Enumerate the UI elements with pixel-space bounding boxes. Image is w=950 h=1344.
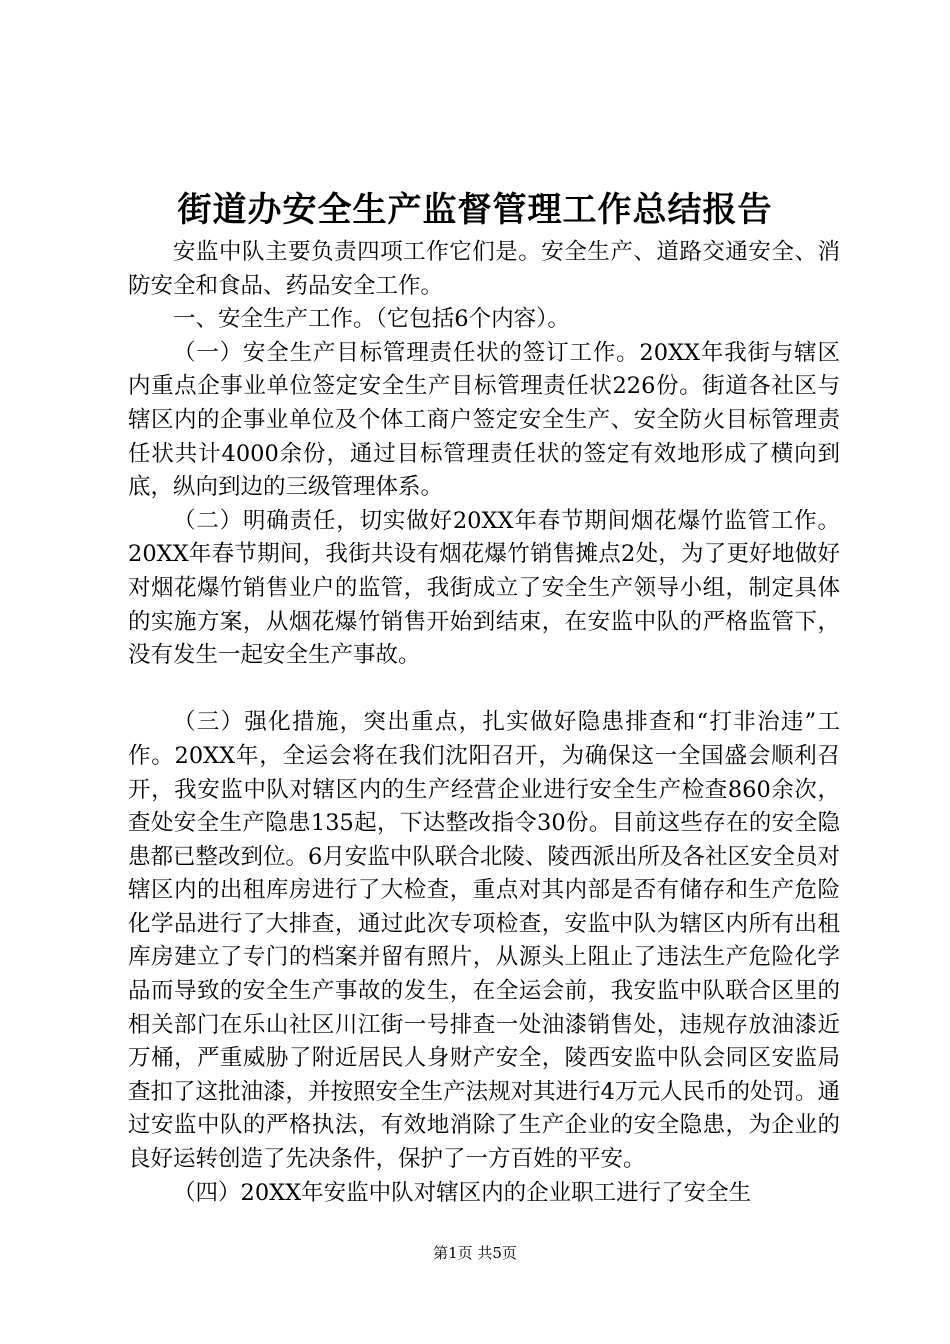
paragraph-item-3: （三）强化措施，突出重点，扎实做好隐患排查和“打非治违”工作。20XX年，全运会将在我们沈阳召开，为确保这一全国盛会顺利召开，我安监中队对辖区内的生产经营企业进行安全生产检查860余次，查处安全生产隐患135起，下达整改指令30份。目前这些存在的安全隐患都已整改到位。6月安监中队联合北陵、陵西派出所及各社区安全员对辖区内的出租库房进行了大检查，重点对其内部是否有储存和生产危险化学品进行了大排查，通过此次专项检查，安监中队为辖区内所有出租库房建立了专门的档案并留有照片，从源头上阻止了违法生产危险化学品而导致的安全生产事故的发生，在全运会前，我安监中队联合区里的相关部门在乐山社区川江街一号排查一处油漆销售处，违规存放油漆近万桶，严重威胁了附近居民人身财产安全，陵西安监中队会同区安监局查扣了这批油漆，并按照安全生产法规对其进行4万元人民币的处罚。通过安监中队的严格执法，有效地消除了生产企业的安全隐患，为企业的良好运转创造了先决条件，保护了一方百姓的平安。 xyxy=(128,709,840,1173)
paragraph-item-4: （四）20XX年安监中队对辖区内的企业职工进行了安全生 xyxy=(173,1179,752,1206)
page-number-footer: 第1页 共5页 xyxy=(433,1244,517,1262)
paragraph-item-2: （二）明确责任，切实做好20XX年春节期间烟花爆竹监管工作。20XX年春节期间，我街共设有烟花爆竹销售摊点2处，为了更好地做好对烟花爆竹销售业户的监管，我街成立了安全生产领导小组，制定具体的实施方案，从烟花爆竹销售开始到结束，在安监中队的严格监管下，没有发生一起安全生产事故。 xyxy=(128,507,840,669)
paragraph-section-1-heading: 一、安全生产工作。（它包括6个内容）。 xyxy=(173,306,570,333)
paragraph-item-1: （一）安全生产目标管理责任状的签订工作。20XX年我街与辖区内重点企事业单位签定安全生产目标管理责任状226份。街道各社区与辖区内的企事业单位及个体工商户签定安全生产、安全防火目标管理责任状共计4000余份，通过目标管理责任状的签定有效地形成了横向到底，纵向到边的三级管理体系。 xyxy=(128,339,840,501)
paragraph-intro: 安监中队主要负责四项工作它们是。安全生产、道路交通安全、消防安全和食品、药品安全工作。 xyxy=(128,239,840,299)
document-title: 街道办安全生产监督管理工作总结报告 xyxy=(177,190,773,230)
document-body xyxy=(128,236,840,1210)
